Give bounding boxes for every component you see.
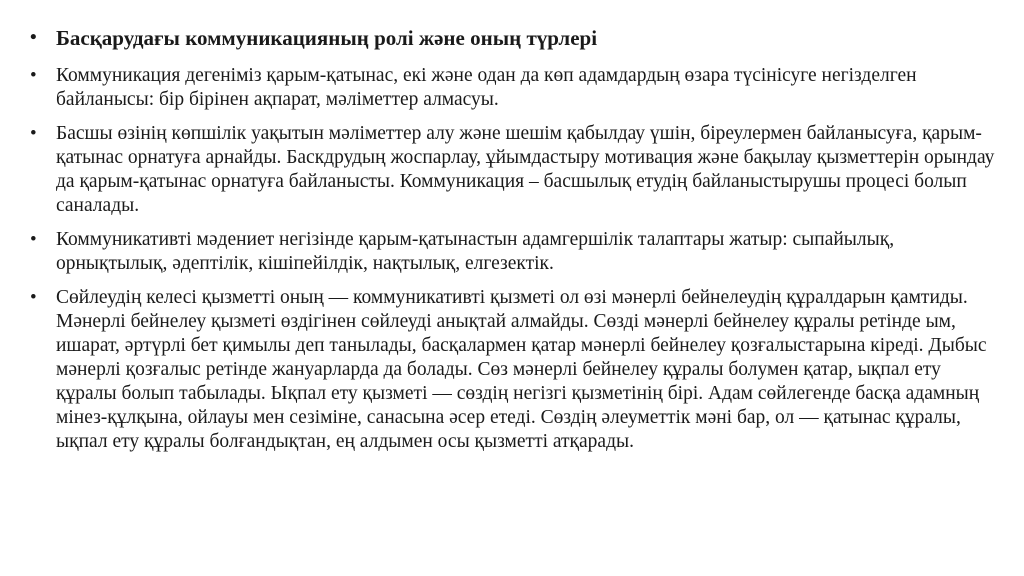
bullet-icon: •: [30, 65, 37, 86]
slide-title-bullet: [30, 26, 1005, 50]
bullet-item-manager: [30, 122, 1005, 218]
bullet-list: [30, 26, 1005, 454]
bullet-text: Басшы өзінің көпшілік уақытын мәліметтер алу және шешім қабылдау үшін, біреулермен байланысуға, қарым-қатынас орнатуға арнайды. Баскдрудың жоспарлау, ұйымдастыру мотивация және бақылау қызметтерін орындау да қарым-қатынас орнатуға байланысты. Коммуникация – басшылық етудің байланыстырушы процесі болып саналады.: [56, 123, 995, 216]
bullet-text: Коммуникативті мәдениет негізінде қарым-қатынастын адамгершілік талаптары жатыр: сыпайылық, орнықтылық, әдептілік, кішіпейілдік, нақтылық, елгезектік.: [56, 229, 895, 274]
slide-title: Басқарудағы коммуникацияның ролі және оның түрлері: [56, 26, 598, 50]
bullet-text: Сөйлеудің келесі қызметті оның — коммуникативті қызметі ол өзі мәнерлі бейнелеудің құралдарын қамтиды. Мәнерлі бейнелеу қызметі өздігінен сөйлеуді анықтай алмайды. Сөзді мәнерлі бейнелеу құралы ретінде ым, ишарат, әртүрлі бет қимылы деп танылады, басқалармен қатар мәнерлі бейнелеу қозғалыстарына кіреді. Дыбыс мәнерлі қозғалыс ретінде жануарларда да болады. Сөз мәнерлі бейнелеу құралы болумен қатар, ықпал ету құралы болып табылады. Ықпал ету қызметі — сөздің негізгі қызметінің бірі. Адам сөйлегенде басқа адамның мінез-құлқына, ойлауы мен сезіміне, санасына әсер етеді. Сөздің әлеуметтік мәні бар, ол — қатынас құралы, ықпал ету құралы болғандықтан, ең алдымен осы қызметті атқарады.: [56, 287, 987, 452]
bullet-item-culture: [30, 228, 1005, 276]
bullet-item-speech: [30, 286, 1005, 454]
bullet-icon: •: [30, 229, 37, 250]
bullet-item-definition: [30, 64, 1005, 112]
bullet-icon: •: [30, 123, 37, 144]
bullet-text: Коммуникация дегеніміз қарым-қатынас, екі және одан да көп адамдардың өзара түсінісуге негізделген байланысы: бір бірінен ақпарат, мәліметтер алмасуы.: [56, 65, 917, 110]
bullet-icon: •: [30, 287, 37, 308]
slide-content: [30, 26, 1005, 464]
bullet-icon: •: [30, 27, 37, 48]
